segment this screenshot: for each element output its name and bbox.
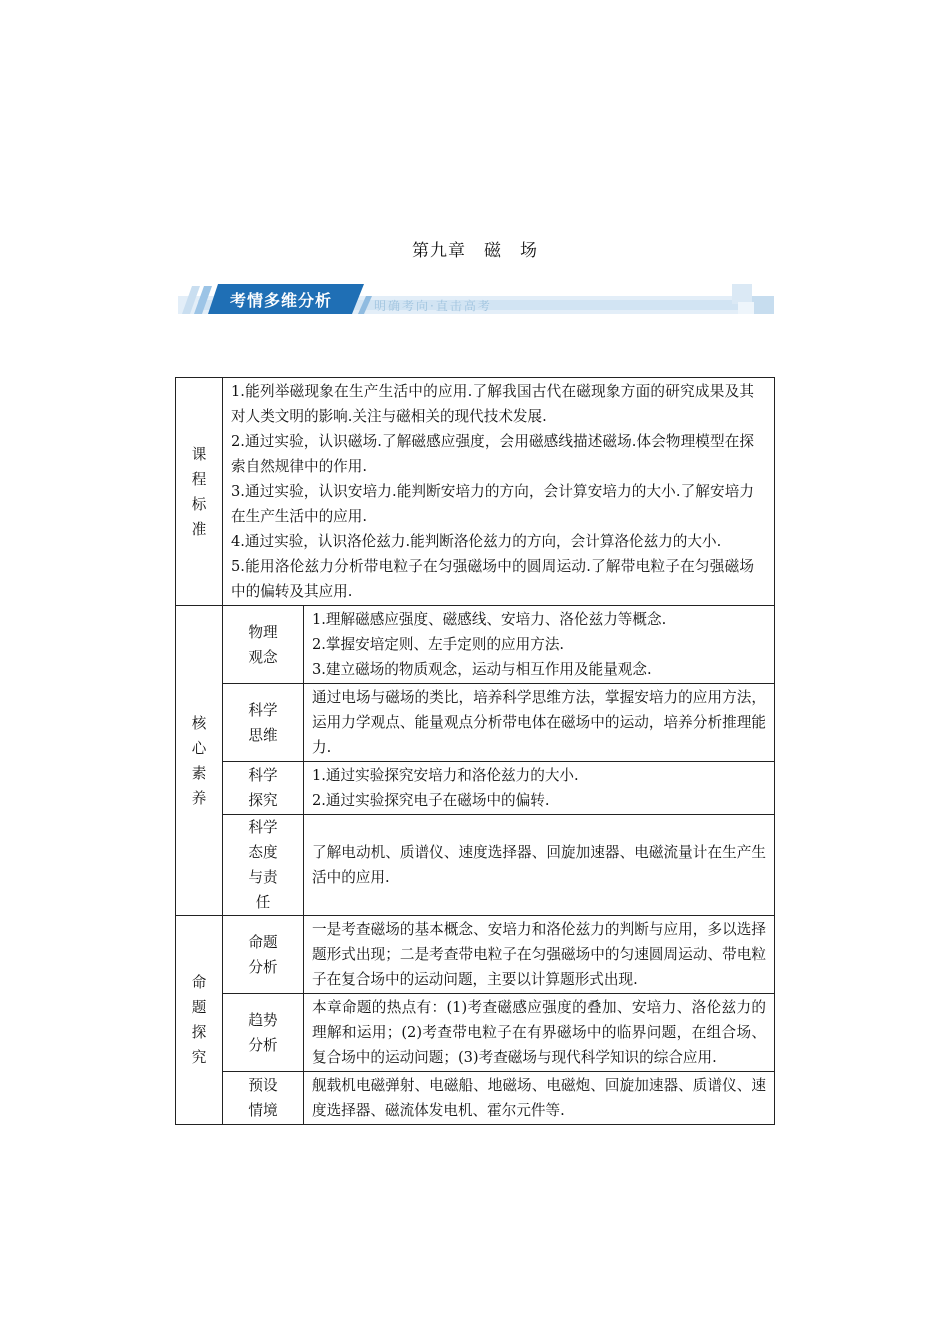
row-label: 预设情境 [223,1072,304,1125]
category-course-standard: 课程标准 [176,378,223,606]
category-proposition: 命题探究 [176,916,223,1125]
section-banner [178,282,774,316]
table-row [176,1072,775,1125]
list-item: 4.通过实验，认识洛伦兹力.能判断洛伦兹力的方向，会计算洛伦兹力的大小. [231,533,722,550]
chapter-overview-table [175,377,775,1125]
table-row [176,378,775,606]
row-label: 命题分析 [223,916,304,994]
list-item: 5.能用洛伦兹力分析带电粒子在匀强磁场中的圆周运动.了解带电粒子在匀强磁场中的偏转及其应用. [231,558,754,600]
banner-title: 考情多维分析 [230,291,333,310]
row-content: 通过电场与磁场的类比，培养科学思维方法，掌握安培力的应用方法，运用力学观点、能量观点分析带电体在磁场中的运动，培养分析推理能力. [304,684,775,762]
row-label: 科学态度与责任 [223,815,304,916]
row-content: 1.理解磁感应强度、磁感线、安培力、洛伦兹力等概念. 2.掌握安培定则、左手定则的应用方法. 3.建立磁场的物质观念，运动与相互作用及能量观念. [304,606,775,684]
list-item: 3.通过实验，认识安培力.能判断安培力的方向，会计算安培力的大小.了解安培力在生产生活中的应用. [231,483,754,525]
row-label: 趋势分析 [223,994,304,1072]
table-row [176,684,775,762]
row-content: 本章命题的热点有：(1)考查磁感应强度的叠加、安培力、洛伦兹力的理解和运用；(2)考查带电粒子在有界磁场中的临界问题，在组合场、复合场中的运动问题；(3)考查磁场与现代科学知识的综合应用. [304,994,775,1072]
table-row [176,606,775,684]
row-content: 一是考查磁场的基本概念、安培力和洛伦兹力的判断与应用，多以选择题形式出现；二是考查带电粒子在匀强磁场中的匀速圆周运动、带电粒子在复合场中的运动问题，主要以计算题形式出现. [304,916,775,994]
chapter-title: 第九章 磁 场 [412,241,538,261]
table-row [176,815,775,916]
row-content: 舰载机电磁弹射、电磁船、地磁场、电磁炮、回旋加速器、质谱仪、速度选择器、磁流体发电机、霍尔元件等. [304,1072,775,1125]
row-content: 了解电动机、质谱仪、速度选择器、回旋加速器、电磁流量计在生产生活中的应用. [304,815,775,916]
table-row [176,762,775,815]
table-row [176,916,775,994]
list-item: 1.能列举磁现象在生产生活中的应用.了解我国古代在磁现象方面的研究成果及其对人类文明的影响.关注与磁相关的现代技术发展. [231,383,754,425]
banner-subtitle: 明确考向·直击高考 [374,299,492,313]
category-core-literacy: 核心素养 [176,606,223,916]
course-standard-content [223,378,775,606]
row-label: 科学思维 [223,684,304,762]
list-item: 2.通过实验，认识磁场.了解磁感应强度，会用磁感线描述磁场.体会物理模型在探索自然规律中的作用. [231,433,754,475]
row-label: 物理观念 [223,606,304,684]
row-label: 科学探究 [223,762,304,815]
row-content: 1.通过实验探究安培力和洛伦兹力的大小. 2.通过实验探究电子在磁场中的偏转. [304,762,775,815]
table-row [176,994,775,1072]
